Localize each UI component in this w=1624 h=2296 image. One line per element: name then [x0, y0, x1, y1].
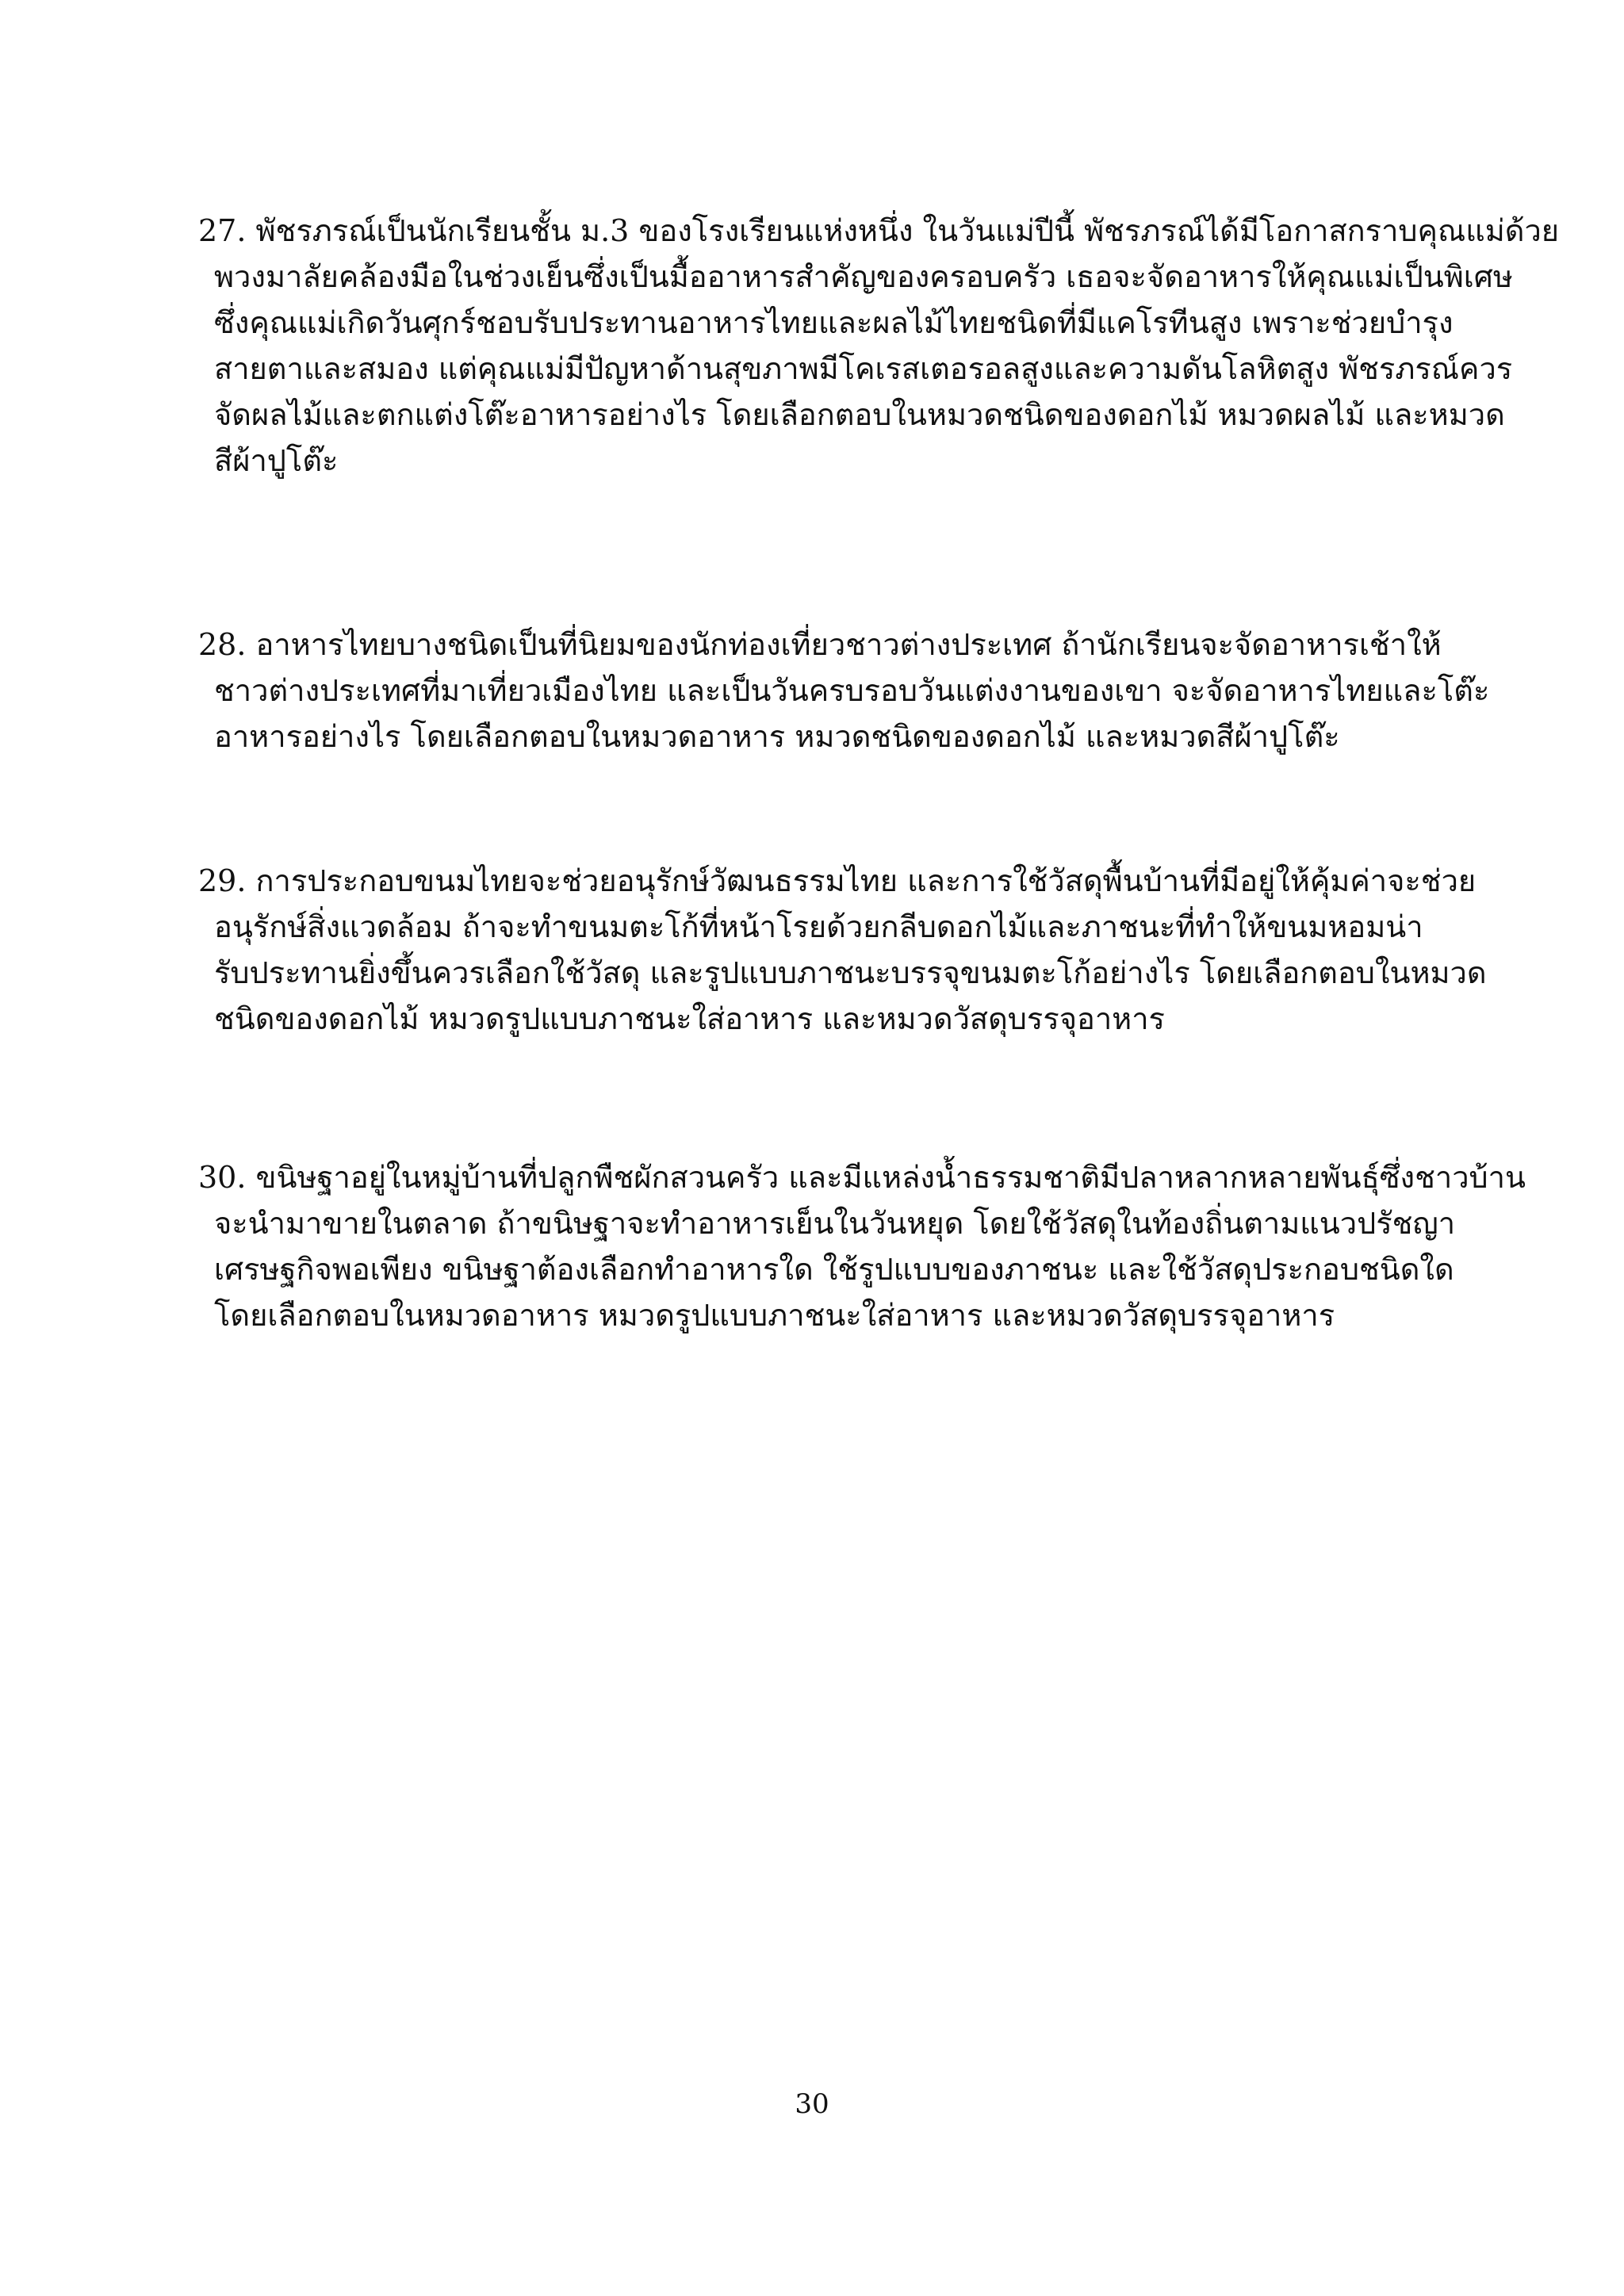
question-line: 27. พัชรภรณ์เป็นนักเรียนชั้น ม.3 ของโรงเรียนแห่งหนึ่ง ในวันแม่ปีนี้ พัชรภรณ์ได้มีโอกาสกราบคุณแม่ด้วย: [198, 213, 1560, 248]
question-line: รับประทานยิ่งขึ้นควรเลือกใช้วัสดุ และรูปแบบภาชนะบรรจุขนมตะโก้อย่างไร โดยเลือกตอบในหมวด: [214, 955, 1487, 990]
question-line: สายตาและสมอง แต่คุณแม่มีปัญหาด้านสุขภาพมีโคเรสเตอรอลสูงและความดันโลหิตสูง พัชรภรณ์ควร: [214, 351, 1513, 386]
question-line: พวงมาลัยคล้องมือในช่วงเย็นซึ่งเป็นมื้ออาหารสำคัญของครอบครัว เธอจะจัดอาหารให้คุณแม่เป็นพิเศษ: [214, 259, 1513, 294]
question-line: จัดผลไม้และตกแต่งโต๊ะอาหารอย่างไร โดยเลือกตอบในหมวดชนิดของดอกไม้ หมวดผลไม้ และหมวด: [214, 397, 1505, 432]
question-line: สีผ้าปูโต๊ะ: [214, 443, 339, 478]
question-line: อนุรักษ์สิ่งแวดล้อม ถ้าจะทำขนมตะโก้ที่หน้าโรยด้วยกลีบดอกไม้และภาชนะที่ทำให้ขนมหอมน่า: [214, 909, 1423, 944]
question-27: [198, 208, 1560, 484]
question-28: [198, 622, 1490, 760]
question-line: 30. ขนิษฐาอยู่ในหมู่บ้านที่ปลูกพืชผักสวนครัว และมีแหล่งน้ำธรรมชาติมีปลาหลากหลายพันธุ์ซึ่งชาวบ้าน: [198, 1160, 1526, 1195]
question-line: ซึ่งคุณแม่เกิดวันศุกร์ชอบรับประทานอาหารไทยและผลไม้ไทยชนิดที่มีแคโรทีนสูง เพราะช่วยบำรุง: [214, 305, 1454, 340]
question-29: [198, 858, 1487, 1042]
question-30: [198, 1154, 1526, 1338]
question-line: ชนิดของดอกไม้ หมวดรูปแบบภาชนะใส่อาหาร และหมวดวัสดุบรรจุอาหาร: [214, 1001, 1165, 1036]
question-line: เศรษฐกิจพอเพียง ขนิษฐาต้องเลือกทำอาหารใด ใช้รูปแบบของภาชนะ และใช้วัสดุประกอบชนิดใด: [214, 1252, 1454, 1287]
question-line: 29. การประกอบขนมไทยจะช่วยอนุรักษ์วัฒนธรรมไทย และการใช้วัสดุพื้นบ้านที่มีอยู่ให้คุ้มค่าจะช่วย: [198, 863, 1477, 898]
page-number: 30: [795, 2088, 829, 2120]
question-line: ชาวต่างประเทศที่มาเที่ยวเมืองไทย และเป็นวันครบรอบวันแต่งงานของเขา จะจัดอาหารไทยและโต๊ะ: [214, 673, 1490, 708]
question-line: อาหารอย่างไร โดยเลือกตอบในหมวดอาหาร หมวดชนิดของดอกไม้ และหมวดสีผ้าปูโต๊ะ: [214, 719, 1340, 754]
question-line: จะนำมาขายในตลาด ถ้าขนิษฐาจะทำอาหารเย็นในวันหยุด โดยใช้วัสดุในท้องถิ่นตามแนวปรัชญา: [214, 1206, 1456, 1241]
question-line: 28. อาหารไทยบางชนิดเป็นที่นิยมของนักท่องเที่ยวชาวต่างประเทศ ถ้านักเรียนจะจัดอาหารเช้าให้: [198, 627, 1442, 662]
question-line: โดยเลือกตอบในหมวดอาหาร หมวดรูปแบบภาชนะใส่อาหาร และหมวดวัสดุบรรจุอาหาร: [214, 1298, 1335, 1333]
